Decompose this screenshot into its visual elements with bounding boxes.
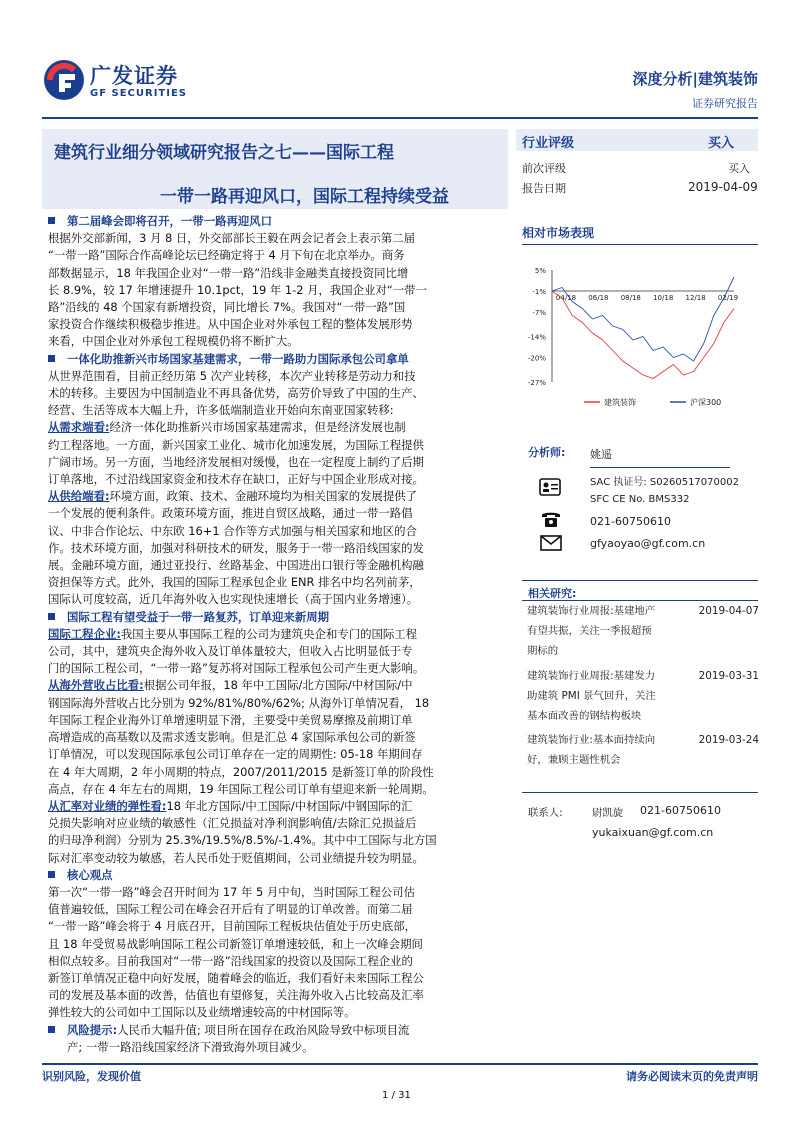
body-line: “一带一路”峰会将于 4 月底召开，目前国际工程板块估值处于历史底部， — [48, 919, 417, 934]
section-2-heading: 一体化助推新兴市场国家基建需求，一带一路助力国际承包公司拿单 — [48, 351, 510, 368]
body-line: 国际认可度较高，近几年海外收入也实现快速增长（高于国内业务增速）。 — [48, 592, 419, 607]
body-line: 长 8.9%，较 17 年增速提升 10.1pct，19 年 1-2 月，我国企业对“一带一 — [48, 282, 427, 297]
body-line: 相似点较多。目前我国对“一带一路”沿线国家的投资以及国际工程企业的 — [48, 953, 413, 968]
contact-email: yukaixuan@gf.com.cn — [592, 826, 714, 839]
contact-rule — [522, 792, 758, 793]
bullet-square — [48, 871, 55, 878]
body-line: 术的转移。主要因为中国制造业不再具备优势，高劳价导致了中国的生产、 — [48, 386, 424, 401]
body-line: 家投资合作继续积极稳步推进。从中国企业对外承包工程的整体发展形势 — [48, 317, 413, 332]
fx-label: 从汇率对业绩的弹性看: — [48, 798, 167, 813]
related-item-l2: 有望共振，关注一季报超预 — [527, 625, 652, 637]
bullet-square — [48, 613, 55, 620]
series-line — [552, 277, 734, 361]
body-line: 来看，中国企业对外承包工程规模仍将不断扩大。 — [48, 334, 299, 349]
analyst-label: 分析师: — [528, 446, 566, 459]
related-item-date: 2019-03-24 — [698, 734, 759, 746]
body-line: 的归母净利润）分别为 25.3%/19.5%/8.5%/-1.4%。其中中工国际与北方国 — [48, 833, 437, 848]
related-item-l3: 基本面改善的钢结构板块 — [527, 710, 642, 722]
bullet-square — [48, 355, 55, 362]
report-date-value: 2019-04-09 — [688, 180, 758, 194]
body-line: 国际工程企业:我国主要从事国际工程的公司为建筑央企和专门的国际工程 — [48, 626, 418, 641]
body-line: 经营、生活等成本大幅上升，许多低端制造业开始向东南亚国家转移: — [48, 403, 394, 418]
analyst-rule — [590, 467, 730, 468]
body-line: 高点，存在 4 年左右的周期，19 年国际工程公司订单有望迎来新一轮周期。 — [48, 781, 434, 796]
rating-value: 买入 — [708, 136, 735, 151]
y-tick-label: -27% — [527, 379, 546, 387]
section-1-heading: 第二届峰会即将召开，一带一路再迎风口 — [48, 213, 510, 230]
bullet-square — [48, 217, 55, 224]
related-item-l1: 建筑装饰行业周报:基建地产 — [527, 605, 656, 617]
body-line: 从供给端看:环境方面，政策、技术、金融环境均为相关国家的发展提供了 — [48, 489, 418, 504]
analyst-sac: SAC 执证号: S0260517070002 — [590, 477, 739, 488]
related-item-l1: 建筑装饰行业:基本面持续向 — [527, 734, 656, 746]
footer-rule — [42, 1063, 758, 1065]
related-item-l3: 期标的 — [527, 645, 559, 657]
body-line: 议、中非合作论坛、中东欧 16+1 合作等方式加强与相关国家和地区的合 — [48, 523, 417, 538]
body-line: 且 18 年受贸易战影响国际工程公司新签订单增速较低，和上一次峰会期间 — [48, 936, 423, 951]
body-line: 资担保等方式。此外，我国的国际工程承包企业 ENR 排名中均名列前茅， — [48, 575, 421, 590]
overseas-label: 从海外营收占比看: — [48, 678, 144, 693]
company-logo — [42, 58, 212, 108]
logo-en-text: GF SECURITIES — [90, 88, 188, 99]
body-line: 在 4 年大周期，2 年小周期的特点，2007/2011/2015 是新签订单的阶段性 — [48, 764, 434, 779]
x-tick-label: 10/18 — [653, 294, 674, 302]
footer-slogan: 识别风险，发现价值 — [42, 1070, 141, 1083]
body-line: 订单情况，可以发现国际承包公司订单存在一定的周期性: 05-18 年期间存 — [48, 747, 423, 762]
phone-icon — [540, 510, 562, 528]
id-card-icon — [539, 478, 561, 496]
section-3-heading: 国际工程有望受益于一带一路复苏，订单迎来新周期 — [48, 609, 510, 626]
body-line: 路”沿线的 48 个国家有新增投资，同比增长 7%。我国对“一带一路”国 — [48, 300, 406, 315]
contact-name: 尉凯旋 — [592, 807, 624, 819]
body-line: 展。金融环境方面，通过亚投行、丝路基金、中国进出口银行等金融机构融 — [48, 558, 424, 573]
report-date-label: 报告日期 — [522, 182, 566, 195]
body-line: 根据外交部新闻，3 月 8 日，外交部部长王毅在两会记者会上表示第二届 — [48, 231, 416, 246]
body-line: 际对汇率变动较为敏感，若人民币处于贬值期间，公司业绩提升较为明显。 — [48, 850, 424, 865]
market-rule — [522, 244, 758, 245]
contact-phone: 021-60750610 — [640, 804, 721, 817]
analyst-email: gfyaoyao@gf.com.cn — [590, 537, 706, 550]
body-line: 司的发展及基本面的改善，估值也有望修复，关注海外收入占比较高及汇率 — [48, 988, 424, 1003]
body-line: 产; 一带一路沿线国家经济下滑致海外项目减少。 — [67, 1039, 314, 1054]
market-title: 相对市场表现 — [522, 226, 595, 240]
related-item-date: 2019-03-31 — [698, 670, 759, 682]
x-tick-label: 04/18 — [555, 294, 577, 302]
body-line: 公司，其中，建筑央企海外收入及订单体量较大，但收入占比明显低于专 — [48, 644, 413, 659]
prev-rating-label: 前次评级 — [522, 162, 566, 175]
related-item[interactable] — [527, 601, 759, 661]
body-line: 一个发展的便利条件。政策环境方面，推进自贸区战略，通过一带一路倡 — [48, 506, 413, 521]
body-line: 高增造成的高基数以及需求透支影响。但是汇总 4 家国际承包公司的新签 — [48, 730, 416, 745]
rating-label: 行业评级 — [522, 136, 575, 151]
related-item-l2: 助建筑 PMI 景气回升，关注 — [527, 690, 656, 702]
related-rule-top — [522, 580, 758, 581]
body-line: 第一次“一带一路”峰会召开时间为 17 年 5 月中旬，当时国际工程公司估 — [48, 884, 415, 899]
contact-label: 联系人: — [528, 807, 563, 819]
body-line: 从汇率对业绩的弹性看:18 年北方国际/中工国际/中材国际/中钢国际的汇 — [48, 798, 413, 813]
report-type: 深度分析|建筑装饰 — [632, 70, 758, 88]
related-item-l2: 好，兼顾主题性机会 — [527, 754, 621, 766]
body-line: 部数据显示，18 年我国企业对“一带一路”沿线非金融类直接投资同比增 — [48, 265, 409, 280]
gf-logo-icon — [42, 58, 86, 102]
body-line: 弹性较大的公司如中工国际以及业绩增速较高的中材国际等。 — [48, 1005, 356, 1020]
body-line: 门的国际工程公司，“一带一路”复苏将对国际工程承包公司产生更大影响。 — [48, 661, 425, 676]
body-line: 新签订单情况正稳中向好发展，随着峰会的临近，我们看好未来国际工程公 — [48, 970, 424, 985]
body-line: 订单落地，不过沿线国家资金和技术存在缺口，正好与中国企业形成对接。 — [48, 472, 424, 487]
y-tick-label: 5% — [534, 267, 546, 275]
body-line: 从需求端看:经济一体化助推新兴市场国家基建需求，但是经济发展也制 — [48, 420, 406, 435]
y-tick-label: -14% — [527, 333, 546, 342]
body-line: 从海外营收占比看:根据公司年报，18 年中工国际/北方国际/中材国际/中 — [48, 678, 413, 693]
related-item[interactable] — [527, 666, 759, 726]
related-item-date: 2019-04-07 — [698, 605, 759, 617]
related-item-l1: 建筑装饰行业周报:基建发力 — [527, 670, 656, 682]
body-line: 值普遍较低，国际工程公司在峰会召开后有了明显的订单改善。而第二届 — [48, 902, 413, 917]
logo-cn-text: 广发证券 — [90, 64, 178, 88]
header-rule — [42, 117, 758, 119]
body-line: 广阔市场。另一方面，当地经济发展相对缓慢，也在一定程度上制约了后期 — [48, 454, 424, 469]
analyst-name: 姚遥 — [590, 448, 612, 461]
legend-label: 沪深300 — [690, 398, 722, 407]
analyst-phone: 021-60750610 — [590, 515, 671, 528]
x-tick-label: 12/18 — [685, 294, 706, 302]
related-item[interactable] — [527, 730, 759, 770]
risk-line: 风险提示:人民币大幅升值; 项目所在国存在政治风险导致中标项目流 — [48, 1022, 510, 1039]
relative-performance-chart — [518, 256, 758, 416]
x-tick-label: 02/19 — [717, 294, 739, 302]
bullet-square — [48, 1026, 55, 1033]
body-line: 钢国际海外营收占比分别为 92%/81%/80%/62%; 从海外订单情况看， 18 — [48, 695, 430, 710]
related-title: 相关研究: — [528, 587, 577, 600]
body-text — [48, 213, 510, 1056]
x-tick-label: 08/18 — [620, 294, 641, 302]
intl-label: 国际工程企业: — [48, 626, 121, 641]
y-tick-label: -7% — [532, 309, 546, 317]
analyst-sfc: SFC CE No. BMS332 — [590, 494, 690, 505]
body-line: 作。技术环境方面，加强对科研技术的研发，服务于一带一路沿线国家的发 — [48, 540, 424, 555]
legend-label: 建筑装饰 — [604, 398, 636, 407]
page-number: 1 / 31 — [382, 1090, 411, 1101]
email-icon — [540, 534, 562, 552]
body-line: 从世界范围看，目前正经历第 5 次产业转移，本次产业转移是劳动力和技 — [48, 368, 416, 383]
prev-rating-value: 买入 — [728, 162, 750, 175]
footer-disclaimer: 请务必阅读末页的免责声明 — [626, 1070, 758, 1083]
section-4-heading: 核心观点 — [48, 867, 510, 884]
report-title: 建筑行业细分领域研究报告之七——国际工程 — [54, 143, 394, 163]
body-line: 兑损失影响对应业绩的敏感性（汇兑损益对净利润影响值/去除汇兑损益后 — [48, 816, 417, 831]
y-tick-label: -1% — [532, 288, 546, 296]
header-right — [633, 68, 758, 111]
x-tick-label: 06/18 — [588, 294, 609, 302]
report-subtitle: 一带一路再迎风口，国际工程持续受益 — [160, 187, 449, 207]
y-tick-label: -20% — [527, 354, 546, 363]
supply-label: 从供给端看: — [48, 489, 110, 504]
body-line: 约工程落地。一方面，新兴国家工业化、城市化加速发展，为国际工程提供 — [48, 437, 424, 452]
body-line: 年国际工程企业海外订单增速明显下滑，主要受中美贸易摩擦及前期订单 — [48, 712, 413, 727]
risk-label: 风险提示: — [67, 1022, 118, 1037]
body-line: “一带一路”国际合作高峰论坛已经确定将于 4 月下旬在北京举办。商务 — [48, 248, 405, 263]
demand-label: 从需求端看: — [48, 420, 110, 435]
report-category: 证券研究报告 — [692, 97, 758, 110]
